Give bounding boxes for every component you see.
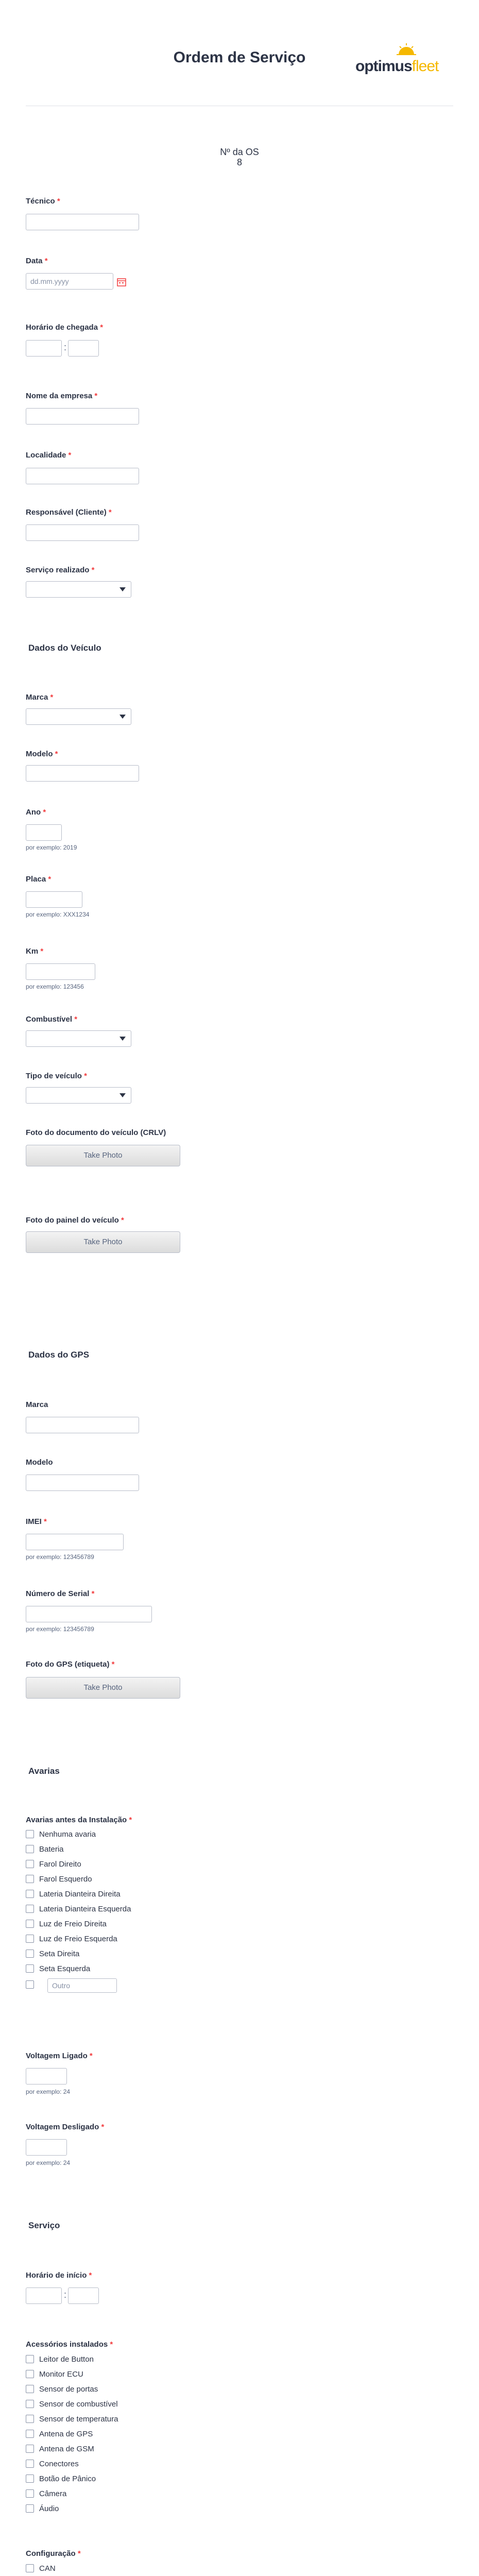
avaria-option[interactable]: Lateria Dianteira Direita xyxy=(26,1888,121,1901)
configuracao-label: Configuração * xyxy=(26,2549,81,2558)
checkbox[interactable] xyxy=(26,1890,34,1898)
avaria-option[interactable]: Bateria xyxy=(26,1843,64,1856)
checkbox[interactable] xyxy=(26,1950,34,1958)
section-servico: Serviço xyxy=(28,2221,60,2230)
serial-label: Número de Serial * xyxy=(26,1589,95,1598)
avaria-option[interactable]: Farol Esquerdo xyxy=(26,1873,92,1886)
checkbox[interactable] xyxy=(26,1980,34,1989)
horario-chegada-hour-input[interactable] xyxy=(26,340,62,357)
foto-painel-label: Foto do painel do veículo * xyxy=(26,1216,124,1225)
horario-inicio-hour-input[interactable] xyxy=(26,2287,62,2304)
section-dados-veiculo: Dados do Veículo xyxy=(28,643,101,653)
ano-label: Ano * xyxy=(26,808,46,817)
servico-realizado-select[interactable] xyxy=(26,581,131,598)
chevron-down-icon xyxy=(119,715,126,719)
foto-gps-label: Foto do GPS (etiqueta) * xyxy=(26,1660,115,1669)
voltagem-desligado-hint: por exemplo: 24 xyxy=(26,2159,71,2166)
avaria-option[interactable]: Seta Direita xyxy=(26,1948,79,1960)
acessorio-option[interactable]: Sensor de portas xyxy=(26,2383,98,2396)
avarias-label: Avarias antes da Instalação * xyxy=(26,1816,132,1824)
modelo-gps-label: Modelo xyxy=(26,1458,53,1467)
avaria-option[interactable]: Seta Esquerda xyxy=(26,1963,90,1975)
logo-word-optimus: optimus xyxy=(355,58,412,75)
take-photo-painel-button[interactable]: Take Photo xyxy=(26,1231,180,1253)
checkbox[interactable] xyxy=(26,1830,34,1838)
acessorio-option[interactable]: Áudio xyxy=(26,2503,59,2515)
checkbox[interactable] xyxy=(26,1860,34,1868)
voltagem-desligado-label: Voltagem Desligado * xyxy=(26,2123,105,2131)
combustivel-select[interactable] xyxy=(26,1030,131,1047)
localidade-label: Localidade * xyxy=(26,451,72,460)
configuracao-option[interactable]: CAN xyxy=(26,2563,56,2575)
tipo-veiculo-label: Tipo de veículo * xyxy=(26,1072,87,1080)
data-label: Data * xyxy=(26,257,48,265)
chevron-down-icon xyxy=(119,1093,126,1097)
serial-input[interactable] xyxy=(26,1606,152,1622)
checkbox[interactable] xyxy=(26,2385,34,2393)
voltagem-desligado-input[interactable] xyxy=(26,2139,67,2156)
take-photo-crlv-button[interactable]: Take Photo xyxy=(26,1145,180,1166)
acessorio-option[interactable]: Sensor de combustível xyxy=(26,2398,118,2411)
acessorio-option[interactable]: Conectores xyxy=(26,2458,79,2470)
checkbox[interactable] xyxy=(26,1905,34,1913)
logo-word-fleet: fleet xyxy=(412,58,439,75)
chevron-down-icon xyxy=(119,587,126,591)
ano-input[interactable] xyxy=(26,824,62,841)
voltagem-ligado-hint: por exemplo: 24 xyxy=(26,2088,71,2095)
checkbox[interactable] xyxy=(26,2370,34,2378)
chevron-down-icon xyxy=(119,1037,126,1041)
acessorio-option[interactable]: Botão de Pânico xyxy=(26,2473,96,2485)
ano-hint: por exemplo: 2019 xyxy=(26,844,77,851)
imei-hint: por exemplo: 123456789 xyxy=(26,1553,94,1561)
take-photo-gps-button[interactable]: Take Photo xyxy=(26,1677,180,1699)
horario-inicio-minute-input[interactable] xyxy=(68,2287,99,2304)
tecnico-label: Técnico * xyxy=(26,197,60,206)
checkbox[interactable] xyxy=(26,2564,34,2572)
horario-inicio-label: Horário de início * xyxy=(26,2271,92,2280)
checkbox[interactable] xyxy=(26,2504,34,2513)
acessorio-option[interactable]: Leitor de Button xyxy=(26,2353,94,2366)
section-dados-gps: Dados do GPS xyxy=(28,1350,90,1360)
responsavel-cliente-input[interactable] xyxy=(26,524,139,541)
acessorio-option[interactable]: Sensor de temperatura xyxy=(26,2413,118,2426)
checkbox[interactable] xyxy=(26,2445,34,2453)
voltagem-ligado-label: Voltagem Ligado * xyxy=(26,2052,93,2060)
checkbox[interactable] xyxy=(26,1845,34,1853)
tecnico-input[interactable] xyxy=(26,214,139,230)
horario-chegada-minute-input[interactable] xyxy=(68,340,99,357)
calendar-icon[interactable] xyxy=(116,277,127,287)
servico-realizado-label: Serviço realizado * xyxy=(26,566,95,574)
modelo-veiculo-label: Modelo * xyxy=(26,750,58,758)
placa-hint: por exemplo: XXX1234 xyxy=(26,911,90,918)
marca-gps-label: Marca xyxy=(26,1400,48,1409)
voltagem-ligado-input[interactable] xyxy=(26,2068,67,2084)
serial-hint: por exemplo: 123456789 xyxy=(26,1625,94,1633)
acessorio-option[interactable]: Antena de GPS xyxy=(26,2428,93,2441)
checkbox[interactable] xyxy=(26,2489,34,2498)
page-title: Ordem de Serviço xyxy=(173,49,306,66)
tipo-veiculo-select[interactable] xyxy=(26,1087,131,1104)
checkbox[interactable] xyxy=(26,2460,34,2468)
checkbox[interactable] xyxy=(26,2355,34,2363)
checkbox[interactable] xyxy=(26,1875,34,1883)
imei-input[interactable] xyxy=(26,1534,124,1550)
data-input[interactable] xyxy=(26,273,113,290)
avaria-option[interactable]: Luz de Freio Esquerda xyxy=(26,1933,117,1945)
avaria-option[interactable]: Nenhuma avaria xyxy=(26,1828,96,1841)
checkbox[interactable] xyxy=(26,1935,34,1943)
horario-chegada-label: Horário de chegada * xyxy=(26,323,104,332)
optimus-fleet-logo xyxy=(355,42,453,76)
checkbox[interactable] xyxy=(26,1920,34,1928)
sun-icon xyxy=(396,42,417,56)
km-input[interactable] xyxy=(26,963,95,980)
acessorios-label: Acessórios instalados * xyxy=(26,2340,113,2349)
os-number-value: 8 xyxy=(236,157,242,167)
avaria-option-other[interactable] xyxy=(26,1979,39,1991)
imei-label: IMEI * xyxy=(26,1517,47,1526)
checkbox[interactable] xyxy=(26,2415,34,2423)
empresa-label: Nome da empresa * xyxy=(26,392,98,400)
time-separator: : xyxy=(64,342,67,352)
placa-input[interactable] xyxy=(26,891,82,908)
checkbox[interactable] xyxy=(26,1964,34,1973)
os-number-label: Nº da OS xyxy=(220,147,259,157)
acessorio-option[interactable]: Antena de GSM xyxy=(26,2443,94,2455)
foto-crlv-label: Foto do documento do veículo (CRLV) xyxy=(26,1128,166,1137)
avaria-option[interactable]: Farol Direito xyxy=(26,1858,81,1871)
localidade-input[interactable] xyxy=(26,468,139,484)
modelo-veiculo-input[interactable] xyxy=(26,765,139,782)
responsavel-cliente-label: Responsável (Cliente) * xyxy=(26,508,112,517)
km-label: Km * xyxy=(26,947,44,956)
placa-label: Placa * xyxy=(26,875,52,884)
avaria-other-input[interactable] xyxy=(47,1978,117,1993)
acessorio-option[interactable]: Monitor ECU xyxy=(26,2368,83,2381)
combustivel-label: Combustível * xyxy=(26,1015,78,1024)
km-hint: por exemplo: 123456 xyxy=(26,983,84,990)
marca-veiculo-label: Marca * xyxy=(26,693,54,702)
modelo-gps-input[interactable] xyxy=(26,1475,139,1491)
time-separator: : xyxy=(64,2290,67,2300)
section-avarias: Avarias xyxy=(28,1766,60,1776)
marca-veiculo-select[interactable] xyxy=(26,708,131,725)
checkbox[interactable] xyxy=(26,2430,34,2438)
acessorio-option[interactable]: Câmera xyxy=(26,2488,66,2500)
checkbox[interactable] xyxy=(26,2400,34,2408)
avaria-option[interactable]: Luz de Freio Direita xyxy=(26,1918,107,1930)
avaria-option[interactable]: Lateria Dianteira Esquerda xyxy=(26,1903,131,1916)
empresa-input[interactable] xyxy=(26,408,139,425)
checkbox[interactable] xyxy=(26,2475,34,2483)
marca-gps-input[interactable] xyxy=(26,1417,139,1433)
